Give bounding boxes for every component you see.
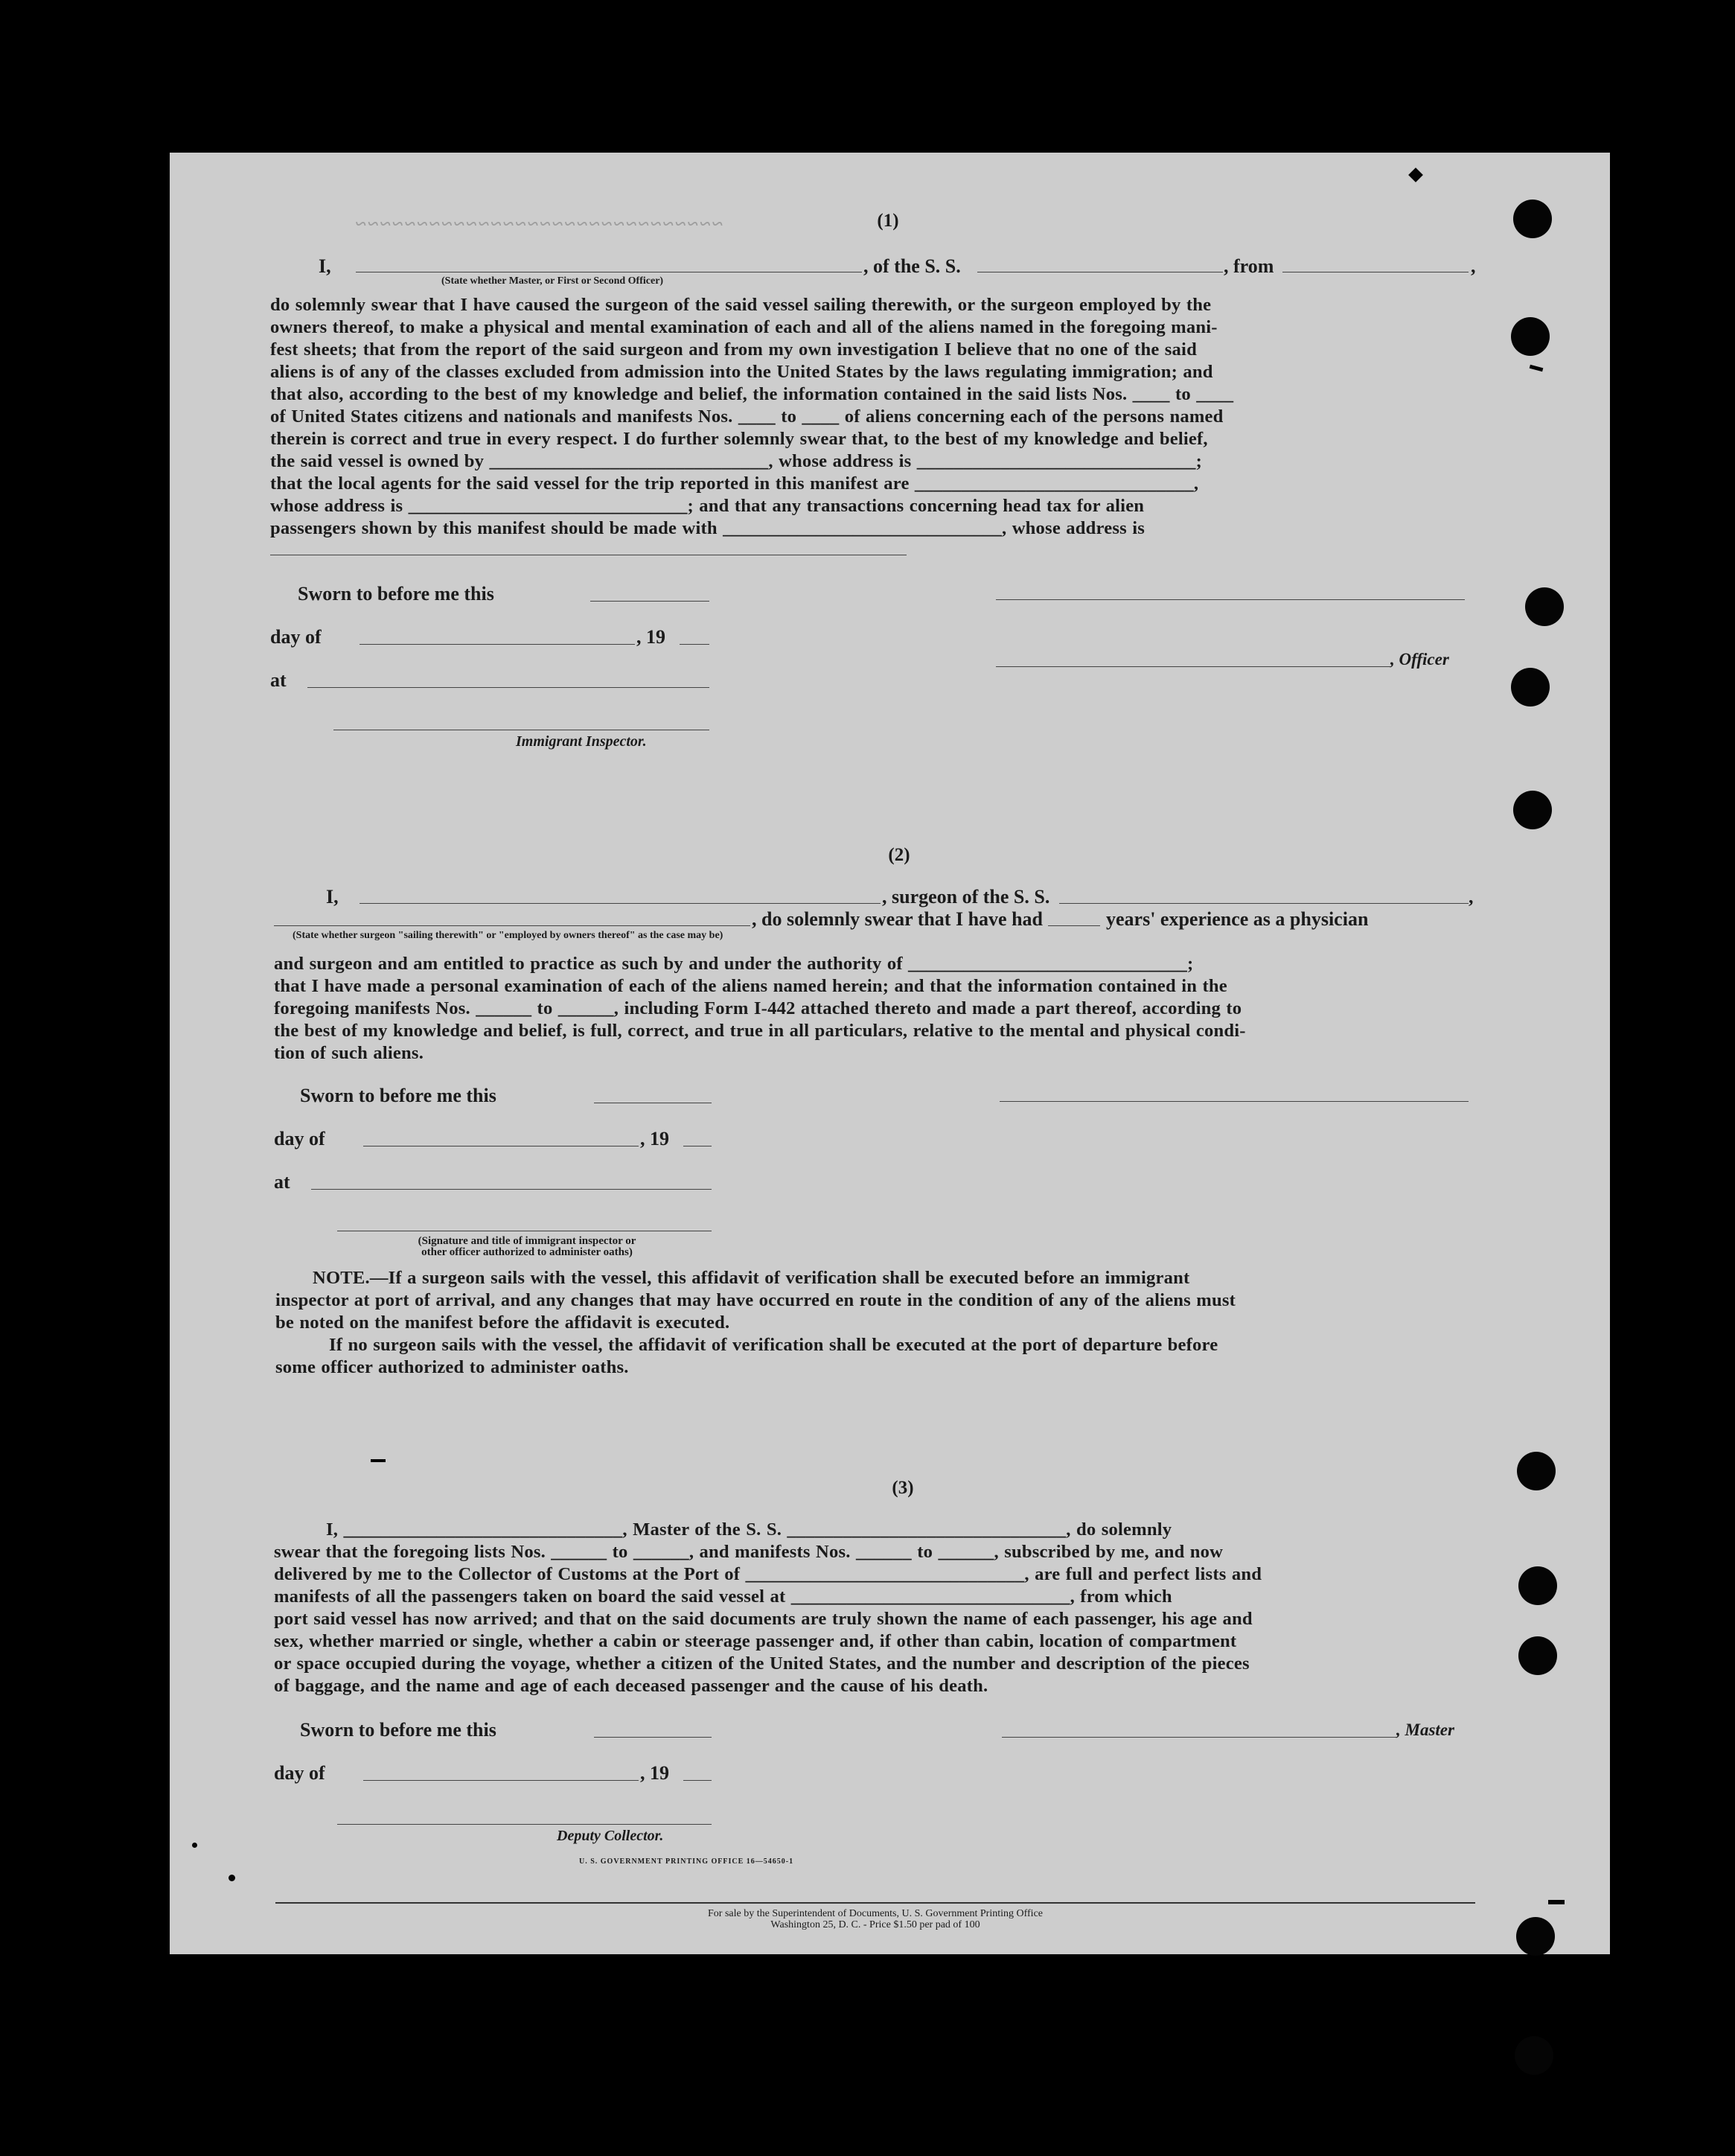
sworn-label: Sworn to before me this [300,1719,496,1741]
year-field[interactable] [683,1780,712,1781]
footer-rule [275,1902,1475,1904]
sale-notice-line: Washington 25, D. C. - Price $1.50 per pad of 100 [770,1919,980,1930]
section-1-affidavit [270,294,1469,540]
day-of-label: day of [274,1762,325,1784]
swear-label: , do solemnly swear that I have had [752,908,1044,930]
place-field[interactable] [307,687,709,688]
officer-signature-field[interactable] [996,599,1465,600]
at-label: at [274,1171,290,1193]
note-line: some officer authorized to administer oaths. [275,1357,629,1377]
day-of-label: day of [274,1128,325,1149]
sworn-date-field[interactable] [590,601,709,602]
affidavit-line: the best of my knowledge and belief, is full, correct, and true in all particulars, relative to the mental and physical condi- [274,1021,1246,1041]
stray-mark [192,1843,197,1848]
affidavit-line: the said vessel is owned by ______________________________, whose address is ______________________________; [270,451,1203,471]
section-1-pronoun: I, [319,255,331,277]
officer-title-field[interactable] [996,666,1390,667]
note-line: NOTE.—If a surgeon sails with the vessel, this affidavit of verification shall be executed before an immigrant [313,1268,1190,1288]
immigrant-inspector-caption: Immigrant Inspector. [516,733,647,750]
year-label: , 19 [636,626,665,648]
sale-notice [275,1908,1475,1930]
note-line: be noted on the manifest before the affidavit is executed. [275,1313,730,1333]
administrator-caption [348,1236,706,1258]
years-experience-label: years' experience as a physician [1106,908,1369,930]
year-label: , 19 [640,1762,669,1784]
section-3-affidavit [274,1519,1474,1697]
affidavit-line: fest sheets; that from the report of the said surgeon and from my own investigation I believe that no one of the said [270,339,1197,360]
punch-hole [1517,1452,1556,1490]
gpo-imprint: U. S. GOVERNMENT PRINTING OFFICE 16—54650-1 [579,1857,794,1866]
collector-signature-field[interactable] [337,1824,712,1825]
sworn-label: Sworn to before me this [300,1085,496,1106]
affidavit-line: of baggage, and the name and age of each deceased passenger and the cause of his death. [274,1676,988,1696]
punch-hole [1513,200,1552,238]
officer-caption: , Officer [1390,650,1449,669]
note-line: inspector at port of arrival, and any changes that may have occurred en route in the condition of any of the aliens must [275,1290,1236,1310]
note-paragraph [275,1267,1471,1379]
punch-hole [1511,668,1550,707]
surgeon-ship-field[interactable] [1059,903,1469,904]
sworn-label: Sworn to before me this [298,583,494,605]
month-field[interactable] [360,644,635,645]
affidavit-line: tion of such aliens. [274,1043,424,1063]
caption-line: other officer authorized to administer oaths) [421,1246,633,1258]
affidavit-line: aliens is of any of the classes excluded from admission into the United States by the laws regulating immigration; and [270,362,1213,382]
affidavit-line: and surgeon and am entitled to practice as such by and under the authority of ______________________________; [274,954,1194,974]
affidavit-line: swear that the foregoing lists Nos. ______ to ______, and manifests Nos. ______ to ______, subscribed by me, and now [274,1542,1224,1562]
punch-hole [1511,317,1550,356]
punch-hole [1515,2036,1553,2075]
section-1-number: (1) [877,211,899,231]
form-page [170,153,1610,1954]
affidavit-line: of United States citizens and nationals and manifests Nos. ____ to ____ of aliens concerning each of the persons named [270,406,1224,427]
surgeon-status-hint: (State whether surgeon "sailing therewith" or "employed by owners thereof" as the case may be) [293,930,723,941]
affidavit-line: I, ______________________________, Master of the S. S. ______________________________, do solemnly [326,1519,1172,1540]
section-3-number: (3) [892,1478,914,1498]
surgeon-status-field[interactable] [274,925,750,926]
master-caption: , Master [1396,1720,1454,1739]
affidavit-line: that the local agents for the said vessel for the trip reported in this manifest are ______________________________, [270,473,1199,494]
at-label: at [270,669,287,691]
bleed-through-text: ~~~~~~~~~~~~~~~~~~~~~~~~~~~~~~ [356,213,725,235]
section-2-affidavit [274,953,1471,1065]
affidavit-line: passengers shown by this manifest should be made with ______________________________, whose address is [270,518,1146,538]
caption-line: (Signature and title of immigrant inspector or [418,1235,636,1247]
affidavit-line: delivered by me to the Collector of Customs at the Port of ______________________________, are full and perfect lists and [274,1564,1262,1584]
surgeon-name-field[interactable] [360,903,881,904]
day-of-label: day of [270,626,322,648]
affidavit-line: whose address is ______________________________; and that any transactions concerning head tax for alien [270,496,1145,516]
affidavit-line: do solemnly swear that I have caused the surgeon of the said vessel sailing therewith, or the surgeon employed by the [270,295,1212,315]
surgeon-of-ss-label: , surgeon of the S. S. [882,886,1050,908]
punch-hole [1518,1566,1557,1605]
comma: , [1469,886,1474,908]
year-field[interactable] [680,644,709,645]
officer-rank-hint: (State whether Master, or First or Second Officer) [441,275,664,287]
affidavit-line: owners thereof, to make a physical and mental examination of each and all of the aliens named in the foregoing mani- [270,317,1218,337]
note-line: If no surgeon sails with the vessel, the affidavit of verification shall be executed at the port of departure before [329,1335,1218,1355]
years-experience-field[interactable] [1048,925,1100,926]
punch-hole [1518,1636,1557,1675]
month-field[interactable] [363,1780,639,1781]
affidavit-line: that also, according to the best of my knowledge and belief, the information contained in the said lists Nos. ____ to ____ [270,384,1234,404]
affidavit-line: foregoing manifests Nos. ______ to ______, including Form I-442 attached thereto and made a part thereof, according to [274,998,1242,1018]
from-label: , from [1224,255,1274,277]
section-2-number: (2) [888,845,910,865]
affidavit-line: port said vessel has now arrived; and that on the said documents are truly shown the name of each passenger, his age and [274,1609,1253,1629]
stray-mark [1548,1900,1565,1904]
affidavit-line: manifests of all the passengers taken on board the said vessel at ______________________________, from which [274,1586,1172,1607]
of-ss-label: , of the S. S. [863,255,961,277]
punch-hole [1516,1917,1555,1956]
section-2-pronoun: I, [326,886,339,908]
year-label: , 19 [640,1128,669,1149]
deputy-collector-caption: Deputy Collector. [557,1828,664,1844]
sale-notice-line: For sale by the Superintendent of Documents, U. S. Government Printing Office [708,1908,1043,1919]
stray-mark [229,1875,235,1881]
punch-hole [1513,791,1552,829]
stray-mark [371,1459,386,1462]
master-signature-field[interactable] [1002,1737,1396,1738]
comma: , [1471,255,1476,277]
affidavit-line: therein is correct and true in every respect. I do further solemnly swear that, to the best of my knowledge and belief, [270,429,1208,449]
affidavit-line: that I have made a personal examination of each of the aliens named herein; and that the information contained in the [274,976,1227,996]
punch-hole [1525,587,1564,626]
surgeon-signature-field[interactable] [1000,1101,1469,1102]
place-field[interactable] [311,1189,712,1190]
affidavit-line: sex, whether married or single, whether a cabin or steerage passenger and, if other than cabin, location of compartment [274,1631,1237,1651]
sworn-date-field[interactable] [594,1737,712,1738]
affidavit-line: or space occupied during the voyage, whether a citizen of the United States, and the number and description of the pieces [274,1653,1250,1674]
